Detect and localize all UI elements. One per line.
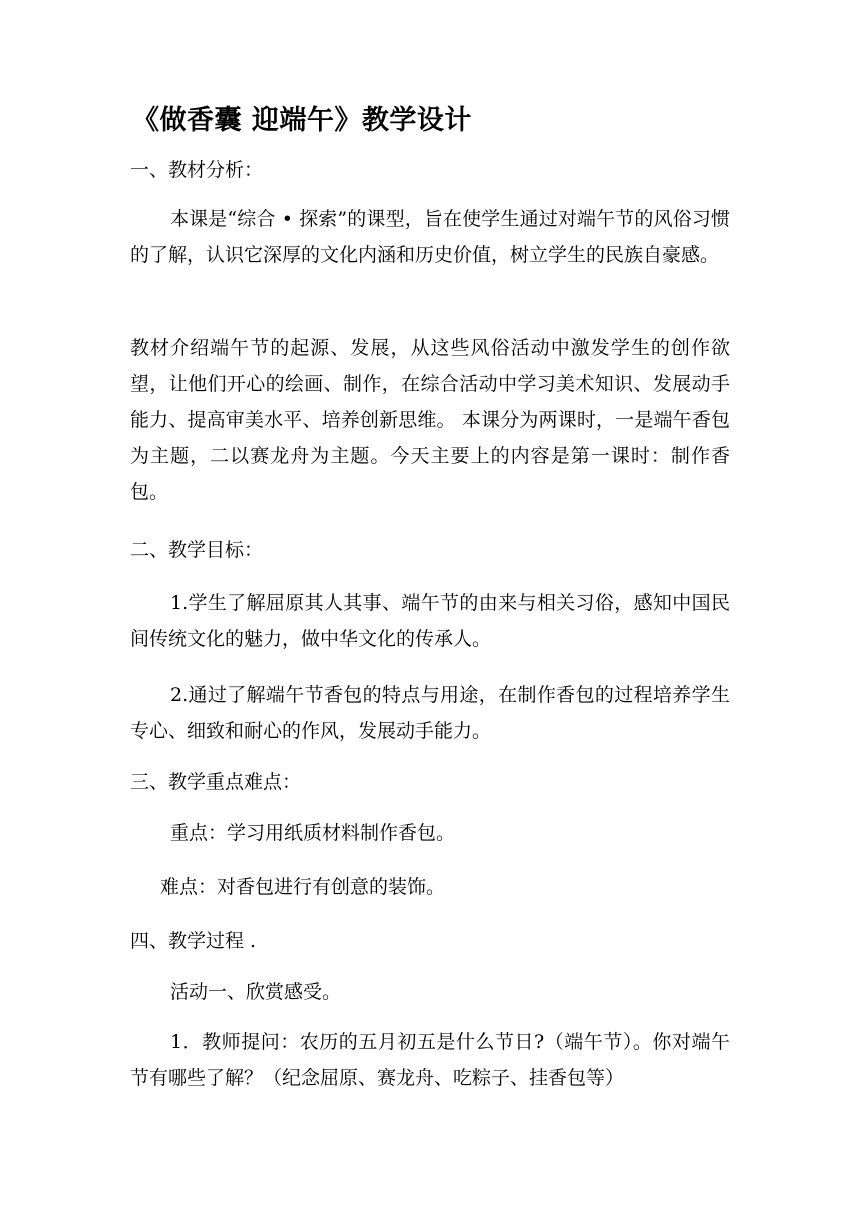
activity-one-heading: 活动一、欣赏感受。: [170, 981, 342, 1003]
difficult-point-text: 难点：对香包进行有创意的装饰。: [160, 876, 446, 898]
section-heading-key-points: 三、教学重点难点：: [130, 771, 302, 793]
paragraph-objective-2: 2.通过了解端午节香包的特点与用途，在制作香包的过程培养学生专心、细致和耐心的作风，发展动手能力。: [130, 684, 730, 742]
section-heading-process: 四、教学过程 .: [130, 930, 257, 952]
section-heading-objectives: 二、教学目标：: [130, 539, 264, 561]
paragraph-process-1: 1．教师提问：农历的五月初五是什么节日?（端午节）。你对端午节有哪些了解？（纪念屈原、赛龙舟、吃粽子、挂香包等）: [130, 1031, 730, 1089]
paragraph-analysis-1: 本课是“综合 • 探索”的课型，旨在使学生通过对端午节的风俗习惯的了解，认识它深厚的文化内涵和历史价值，树立学生的民族自豪感。: [130, 208, 730, 266]
paragraph-analysis-2: 教材介绍端午节的起源、发展，从这些风俗活动中激发学生的创作欲望，让他们开心的绘画、制作，在综合活动中学习美术知识、发展动手能力、提高审美水平、培养创新思维。 本课分为两课时，一是端午香包为主题，二以赛龙舟为主题。今天主要上的内容是第一课时：制作香包。: [130, 337, 730, 503]
document-title: 《做香囊 迎端午》教学设计: [132, 105, 472, 136]
key-point-text: 重点：学习用纸质材料制作香包。: [170, 822, 456, 844]
paragraph-objective-1: 1.学生了解屈原其人其事、端午节的由来与相关习俗，感知中国民间传统文化的魅力，做中华文化的传承人。: [130, 592, 730, 650]
section-heading-analysis: 一、教材分析：: [130, 159, 264, 181]
